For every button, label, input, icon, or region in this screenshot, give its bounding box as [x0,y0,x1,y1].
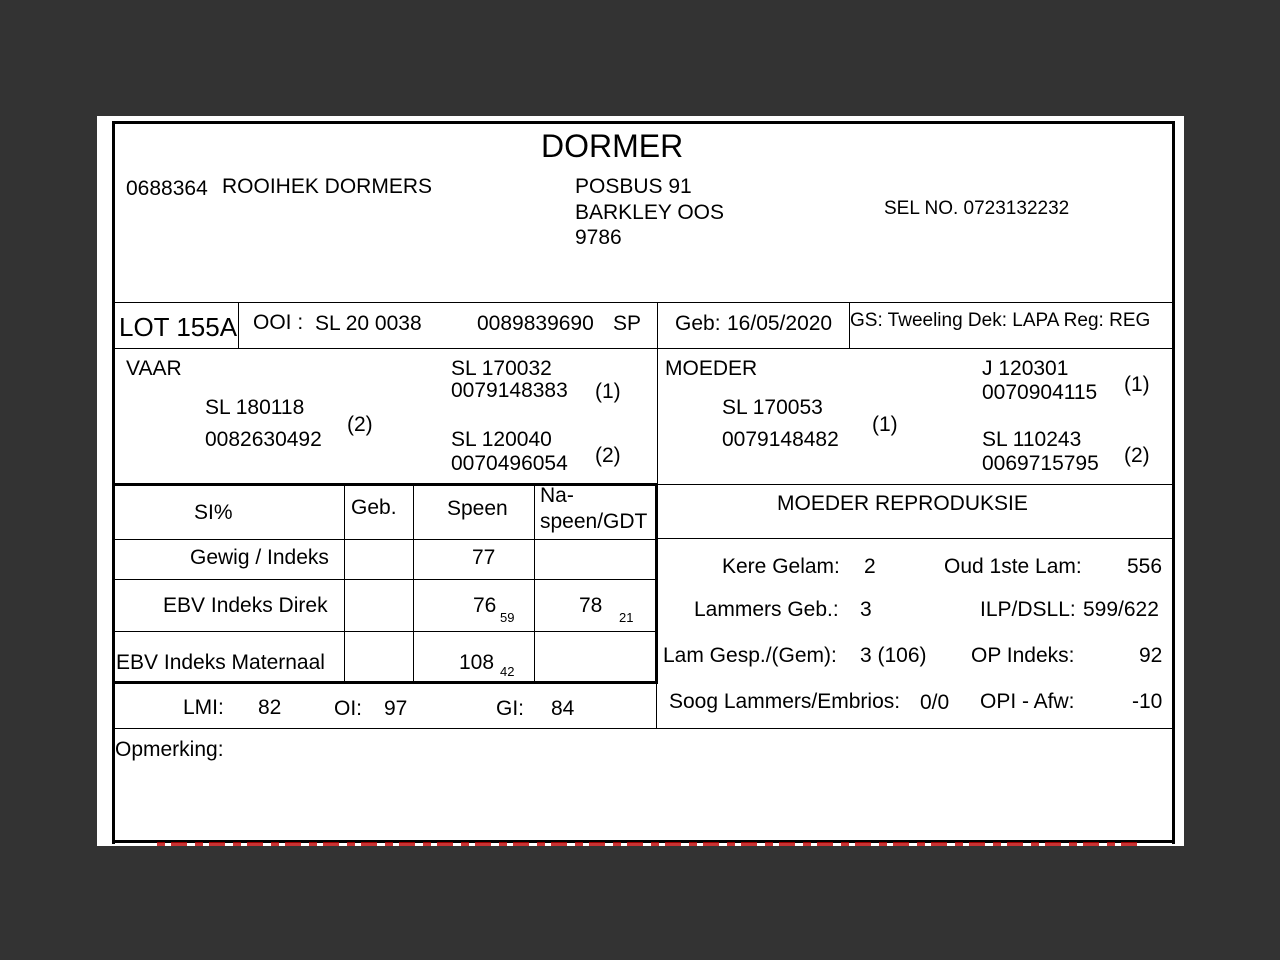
moeder-sire-number: 0070904115 [982,381,1098,404]
lammers-geb-label: Lammers Geb.: [694,598,839,621]
divider [655,484,658,682]
lam-gesp-label: Lam Gesp./(Gem): [663,644,837,667]
vaar-label: VAAR [126,357,182,380]
ooi-id: SL 20 0038 [315,312,422,335]
sel-number: SEL NO. 0723132232 [884,198,1070,219]
lammers-geb-value: 3 [860,598,872,621]
row-direk-naspeen: 78 [579,594,603,617]
col-geb-header: Geb. [351,496,397,519]
opi-afw-value: -10 [1132,690,1163,713]
lot-card [97,116,1184,846]
address-line2: BARKLEY OOS [575,201,725,224]
row-direk-naspeen-accuracy: 21 [619,610,634,625]
row-maternaal-label: EBV Indeks Maternaal [116,651,325,674]
divider [115,728,1172,729]
divider [657,538,1172,539]
divider [238,302,239,348]
divider [657,302,658,484]
col-naspeen-header-2: speen/GDT [540,510,648,533]
vaar-dam-id: SL 120040 [451,428,552,451]
row-gewig-speen: 77 [472,546,496,569]
breeder-name: ROOIHEK DORMERS [222,175,433,198]
row-maternaal-speen-accuracy: 42 [500,664,515,679]
divider [115,483,658,486]
moeder-label: MOEDER [665,357,758,380]
moeder-dam-number: 0069715795 [982,452,1099,475]
remarks-label: Opmerking: [115,738,224,761]
op-indeks-label: OP Indeks: [971,644,1075,667]
divider [115,348,1172,349]
divider [115,579,658,580]
col-naspeen-header-1: Na- [540,484,574,507]
row-gewig-label: Gewig / Indeks [190,546,329,569]
kere-gelam-value: 2 [864,555,876,578]
moeder-mark: (1) [872,413,898,436]
vaar-sire-id: SL 170032 [451,357,552,380]
ooi-number: 0089839690 [477,312,594,335]
soog-lammers-label: Soog Lammers/Embrios: [669,690,901,713]
oud-1ste-lam-value: 556 [1127,555,1163,578]
moeder-dam-id: SL 110243 [982,428,1082,451]
row-direk-speen-accuracy: 59 [500,610,515,625]
row-direk-label: EBV Indeks Direk [163,594,328,617]
oi-label: OI: [334,697,363,720]
opi-afw-label: OPI - Afw: [980,690,1075,713]
gi-label: GI: [496,697,525,720]
ooi-label: OOI : [253,311,304,334]
divider [115,681,658,684]
moeder-sire-id: J 120301 [982,357,1069,380]
divider [115,539,658,540]
lmi-label: LMI: [183,696,224,719]
vaar-mark: (2) [347,413,373,436]
moeder-number: 0079148482 [722,428,839,451]
oi-value: 97 [384,697,408,720]
vaar-dam-number: 0070496054 [451,452,568,475]
divider [657,484,1172,485]
geb-label: Geb: [675,312,721,335]
breed-title: DORMER [541,128,684,164]
ilp-dsll-value: 599/622 [1083,598,1159,621]
col-speen-header: Speen [447,497,508,520]
gs-info: GS: Tweeling Dek: LAPA Reg: REG [850,310,1151,331]
address-line3: 9786 [575,226,622,249]
kere-gelam-label: Kere Gelam: [722,555,840,578]
breeder-number: 0688364 [126,177,208,200]
divider [656,682,657,728]
vaar-number: 0082630492 [205,428,322,451]
moeder-dam-mark: (2) [1124,444,1150,467]
moeder-id: SL 170053 [722,396,823,419]
moeder-sire-mark: (1) [1124,373,1150,396]
row-maternaal-speen: 108 [459,651,495,674]
divider [115,302,1172,303]
divider [413,484,414,682]
vaar-id: SL 180118 [205,396,305,419]
reproduction-title: MOEDER REPRODUKSIE [777,492,1028,515]
oud-1ste-lam-label: Oud 1ste Lam: [944,555,1082,578]
soog-lammers-value: 0/0 [920,691,950,714]
op-indeks-value: 92 [1139,644,1163,667]
divider [344,484,345,682]
divider [534,484,535,682]
row-direk-speen: 76 [473,594,497,617]
lam-gesp-value: 3 (106) [860,644,927,667]
geb-date: 16/05/2020 [727,312,833,335]
vaar-sire-mark: (1) [595,380,621,403]
lot-number: LOT 155A [119,312,238,342]
vaar-dam-mark: (2) [595,444,621,467]
lmi-value: 82 [258,696,282,719]
ooi-code: SP [613,312,642,335]
col-si-header: SI% [194,501,233,524]
address-line1: POSBUS 91 [575,175,692,198]
cut-off-text [157,842,1137,846]
ilp-dsll-label: ILP/DSLL: [980,598,1076,621]
divider [115,631,658,632]
vaar-sire-number: 0079148383 [451,379,568,402]
gi-value: 84 [551,697,575,720]
